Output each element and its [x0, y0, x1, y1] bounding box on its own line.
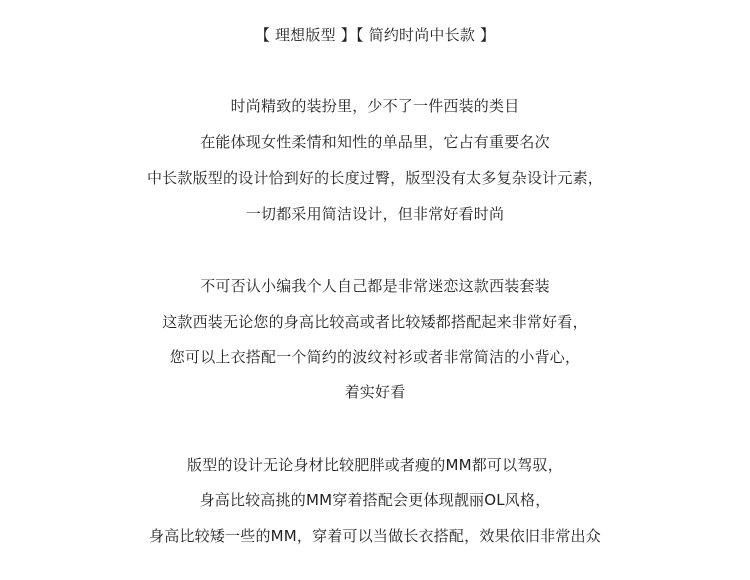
text-line: 不可否认小编我个人自己都是非常迷恋这款西装套装: [200, 277, 550, 295]
text-line: 时尚精致的装扮里，少不了一件西装的类目: [230, 97, 520, 115]
text-line: 您可以上衣搭配一个简约的波纹衬衫或者非常简洁的小背心，: [169, 348, 581, 366]
section-header: 【 理想版型 】【 简约时尚中长款 】: [254, 26, 496, 44]
text-line: 身高比较矮一些的MM，穿着可以当做长衣搭配，效果依旧非常出众: [149, 527, 601, 545]
text-line: 身高比较高挑的MM穿着搭配会更体现靓丽OL风格，: [199, 491, 551, 509]
text-line: 一切都采用简洁设计，但非常好看时尚: [245, 205, 505, 223]
text-line: 这款西装无论您的身高比较高或者比较矮都搭配起来非常好看，: [162, 313, 588, 331]
text-line: 在能体现女性柔情和知性的单品里，它占有重要名次: [200, 133, 550, 151]
text-line: 着实好看: [344, 383, 406, 401]
text-line: 中长款版型的设计恰到好的长度过臀，版型没有太多复杂设计元素，: [146, 169, 603, 187]
text-line: 版型的设计无论身材比较肥胖或者瘦的MM都可以驾驭，: [187, 456, 563, 474]
